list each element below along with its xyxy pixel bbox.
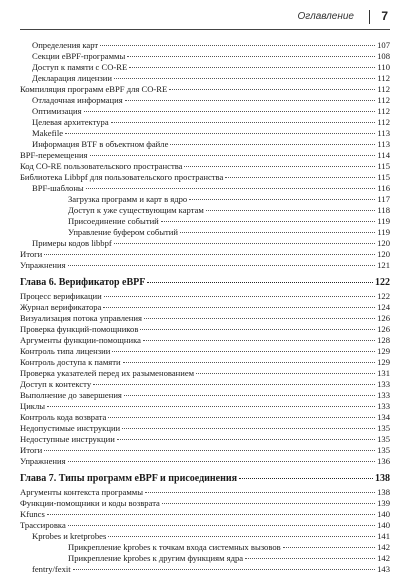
dot-leader	[73, 569, 375, 570]
toc-entry-title: Информация BTF в объектном файле	[32, 139, 169, 149]
toc-entry-title: Проверка указателей перед их разыменованием	[20, 368, 195, 378]
toc-entry-page: 110	[377, 62, 390, 72]
dot-leader	[125, 100, 376, 101]
toc-entry[interactable]	[68, 542, 390, 552]
dot-leader	[283, 547, 375, 548]
toc-entry-title: Недопустимые инструкции	[20, 423, 121, 433]
toc-entry[interactable]	[20, 379, 390, 389]
toc-entry[interactable]	[20, 401, 390, 411]
toc-entry-title: Доступ к уже существующим картам	[68, 205, 204, 215]
dot-leader	[114, 243, 375, 244]
toc-entry[interactable]	[68, 216, 390, 226]
dot-leader	[44, 254, 375, 255]
toc-entry-title: Секции eBPF-программы	[32, 51, 126, 61]
toc-entry-title: fentry/fexit	[32, 564, 71, 574]
toc-entry[interactable]	[20, 434, 390, 444]
toc-entry[interactable]	[20, 172, 390, 182]
toc-entry[interactable]	[32, 73, 390, 83]
dot-leader	[114, 78, 375, 79]
toc-entry[interactable]	[20, 161, 390, 171]
dot-leader	[143, 340, 375, 341]
toc-entry-title: Примеры кодов libbpf	[32, 238, 112, 248]
dot-leader	[93, 384, 375, 385]
toc-entry-page: 116	[377, 183, 390, 193]
toc-entry-page: 138	[375, 473, 390, 484]
toc-entry-title: Аргументы функции-помощника	[20, 335, 141, 345]
dot-leader	[129, 67, 375, 68]
toc-entry[interactable]	[20, 313, 390, 323]
dot-leader	[68, 265, 376, 266]
toc-entry-page: 128	[377, 335, 390, 345]
toc-entry[interactable]	[32, 564, 390, 574]
dot-leader	[162, 503, 375, 504]
toc-entry[interactable]	[20, 260, 390, 270]
dot-leader	[127, 56, 375, 57]
dot-leader	[206, 210, 376, 211]
toc-entry-page: 107	[377, 40, 390, 50]
toc-entry[interactable]	[20, 324, 390, 334]
toc-entry-page: 142	[377, 553, 390, 563]
dot-leader	[117, 439, 375, 440]
toc-entry-title: Итоги	[20, 249, 43, 259]
dot-leader	[111, 122, 376, 123]
toc-entry[interactable]	[20, 84, 390, 94]
toc-entry-page: 126	[377, 313, 390, 323]
dot-leader	[100, 45, 375, 46]
dot-leader	[189, 199, 375, 200]
toc-entry-page: 143	[377, 564, 390, 574]
toc-entry-page: 114	[377, 150, 390, 160]
toc-entry-page: 112	[377, 106, 390, 116]
toc-entry[interactable]	[20, 302, 390, 312]
dot-leader	[104, 296, 375, 297]
dot-leader	[112, 351, 375, 352]
toc-entry[interactable]	[68, 553, 390, 563]
toc-entry[interactable]	[20, 423, 390, 433]
toc-entry-title: Контроль типа лицензии	[20, 346, 111, 356]
toc-entry-title: Контроль доступа к памяти	[20, 357, 121, 367]
toc-entry-page: 119	[377, 227, 390, 237]
toc-entry-page: 112	[377, 117, 390, 127]
toc-entry[interactable]	[32, 62, 390, 72]
toc-entry-title: Компиляция программ eBPF для CO-RE	[20, 84, 168, 94]
toc-entry-title: Makefile	[32, 128, 64, 138]
toc-entry-page: 115	[377, 161, 390, 171]
dot-leader	[84, 111, 376, 112]
dot-leader	[196, 373, 375, 374]
toc-entry-page: 122	[375, 277, 390, 288]
toc-entry[interactable]	[32, 139, 390, 149]
dot-leader	[184, 166, 375, 167]
dot-leader	[108, 417, 375, 418]
toc-entry-title: Библиотека Libbpf для пользовательского пространства	[20, 172, 224, 182]
toc-entry[interactable]	[20, 445, 390, 455]
toc-entry-page: 113	[377, 128, 390, 138]
toc-entry-title: Упражнения	[20, 456, 66, 466]
toc-entry-title: Управление буфером событий	[68, 227, 178, 237]
header-separator	[369, 10, 370, 24]
toc-entry[interactable]	[32, 183, 390, 193]
toc-chapter-entry[interactable]	[20, 473, 390, 485]
toc-entry-page: 133	[377, 379, 390, 389]
toc-entry-title: Итоги	[20, 445, 43, 455]
toc-entry[interactable]	[68, 194, 390, 204]
toc-entry-page: 112	[377, 84, 390, 94]
dot-leader	[169, 89, 375, 90]
dot-leader	[170, 144, 375, 145]
toc-entry-page: 140	[377, 520, 390, 530]
toc-entry-title: Функции-помощники и коды возврата	[20, 498, 160, 508]
toc-entry[interactable]	[32, 238, 390, 248]
toc-entry-page: 139	[377, 498, 390, 508]
toc-entry-page: 131	[377, 368, 390, 378]
toc-entry[interactable]	[32, 117, 390, 127]
toc-entry-page: 135	[377, 423, 390, 433]
dot-leader	[44, 450, 375, 451]
toc-entry[interactable]	[32, 51, 390, 61]
dot-leader	[225, 177, 375, 178]
toc-entry-title: Доступ к контексту	[20, 379, 92, 389]
toc-entry-title: BPF-перемещения	[20, 150, 88, 160]
toc-entry-page: 112	[377, 95, 390, 105]
toc-entry-page: 129	[377, 346, 390, 356]
toc-entry-title: Определения карт	[32, 40, 99, 50]
dot-leader	[47, 514, 375, 515]
toc-entry-page: 135	[377, 445, 390, 455]
running-header-title: Оглавление	[297, 11, 354, 22]
toc-entry-page: 108	[377, 51, 390, 61]
toc-entry[interactable]	[68, 227, 390, 237]
dot-leader	[180, 232, 375, 233]
toc-entry-title: Оптимизация	[32, 106, 82, 116]
toc-entry[interactable]	[32, 128, 390, 138]
dot-leader	[145, 492, 375, 493]
toc-entry-page: 113	[377, 139, 390, 149]
toc-entry-title: Глава 6. Верификатор eBPF	[20, 277, 146, 288]
toc-entry-title: Код CO-RE пользовательского пространства	[20, 161, 183, 171]
toc-entry[interactable]	[32, 531, 390, 541]
toc-entry[interactable]	[20, 249, 390, 259]
toc-entry-page: 135	[377, 434, 390, 444]
dot-leader	[124, 395, 375, 396]
toc-entry-title: Kfuncs	[20, 509, 45, 519]
page-header	[0, 0, 410, 28]
dot-leader	[68, 461, 376, 462]
toc-entry-title: Доступ к памяти с CO-RE	[32, 62, 128, 72]
toc-entry-title: Kprobes и kretprobes	[32, 531, 107, 541]
toc-entry-title: Визуализация потока управления	[20, 313, 142, 323]
dot-leader	[123, 362, 376, 363]
toc-entry-page: 120	[377, 249, 390, 259]
toc-entry[interactable]	[20, 390, 390, 400]
toc-entry[interactable]	[20, 509, 390, 519]
toc-entry-page: 141	[377, 531, 390, 541]
toc-entry-page: 126	[377, 324, 390, 334]
toc-entry-page: 124	[377, 302, 390, 312]
toc-entry-page: 121	[377, 260, 390, 270]
toc-entry[interactable]	[20, 368, 390, 378]
dot-leader	[103, 307, 375, 308]
toc-entry-title: Контроль кода возврата	[20, 412, 107, 422]
header-rule	[20, 29, 390, 30]
toc-entry-page: 129	[377, 357, 390, 367]
toc-entry-title: Процесс верификации	[20, 291, 102, 301]
toc-entry[interactable]	[20, 346, 390, 356]
toc-entry-page: 138	[377, 487, 390, 497]
dot-leader	[90, 155, 376, 156]
dot-leader	[144, 318, 375, 319]
toc-entry-title: Выполнение до завершения	[20, 390, 122, 400]
toc-entry[interactable]	[20, 291, 390, 301]
toc-entry[interactable]	[32, 106, 390, 116]
dot-leader	[239, 478, 373, 479]
toc-entry-title: Журнал верификатора	[20, 302, 102, 312]
toc-entry[interactable]	[20, 487, 390, 497]
toc-entry-page: 140	[377, 509, 390, 519]
toc-entry-title: Упражнения	[20, 260, 66, 270]
toc-chapter-entry[interactable]	[20, 277, 390, 289]
toc-entry[interactable]	[20, 335, 390, 345]
toc-entry-page: 119	[377, 216, 390, 226]
dot-leader	[161, 221, 376, 222]
dot-leader	[86, 188, 376, 189]
toc-entry-title: Циклы	[20, 401, 46, 411]
toc-entry-title: Трассировка	[20, 520, 66, 530]
dot-leader	[108, 536, 375, 537]
dot-leader	[65, 133, 375, 134]
toc-entry-page: 122	[377, 291, 390, 301]
toc-entry-page: 142	[377, 542, 390, 552]
toc-entry[interactable]	[20, 150, 390, 160]
dot-leader	[147, 282, 373, 283]
toc-entry-title: Загрузка программ и карт в ядро	[68, 194, 188, 204]
toc-entry-page: 115	[377, 172, 390, 182]
toc-entry[interactable]	[68, 205, 390, 215]
toc-entry-title: Целевая архитектура	[32, 117, 109, 127]
dot-leader	[122, 428, 375, 429]
toc-entry-title: Недоступные инструкции	[20, 434, 115, 444]
toc-entry-title: Присоединение событий	[68, 216, 159, 226]
toc-entry[interactable]	[32, 95, 390, 105]
toc-entry-title: Отладочная информация	[32, 95, 123, 105]
toc-entry[interactable]	[20, 456, 390, 466]
toc-entry-title: Декларация лицензии	[32, 73, 112, 83]
toc-entry-page: 120	[377, 238, 390, 248]
toc-entry-page: 117	[377, 194, 390, 204]
page-number: 7	[381, 9, 388, 23]
toc-entry-page: 133	[377, 401, 390, 411]
toc-entry[interactable]	[20, 357, 390, 367]
dot-leader	[245, 558, 375, 559]
toc-entry-title: Проверка функций-помощников	[20, 324, 139, 334]
dot-leader	[47, 406, 375, 407]
toc-entry-page: 133	[377, 390, 390, 400]
toc-entry-title: Аргументы контекста программы	[20, 487, 144, 497]
toc-entry[interactable]	[20, 498, 390, 508]
dot-leader	[140, 329, 375, 330]
toc-entry-title: BPF-шаблоны	[32, 183, 84, 193]
dot-leader	[68, 525, 375, 526]
toc-entry-page: 136	[377, 456, 390, 466]
toc-entry-title: Прикрепление kprobes к другим функциям ядра	[68, 553, 244, 563]
toc-entry-title: Глава 7. Типы программ eBPF и присоединения	[20, 473, 238, 484]
toc-entry-page: 118	[377, 205, 390, 215]
toc-entry-page: 112	[377, 73, 390, 83]
toc-entry-title: Прикрепление kprobes к точкам входа системных вызовов	[68, 542, 281, 552]
toc-entry[interactable]	[20, 520, 390, 530]
toc-entry-page: 134	[377, 412, 390, 422]
toc-entry[interactable]	[32, 40, 390, 50]
toc-entry[interactable]	[20, 412, 390, 422]
